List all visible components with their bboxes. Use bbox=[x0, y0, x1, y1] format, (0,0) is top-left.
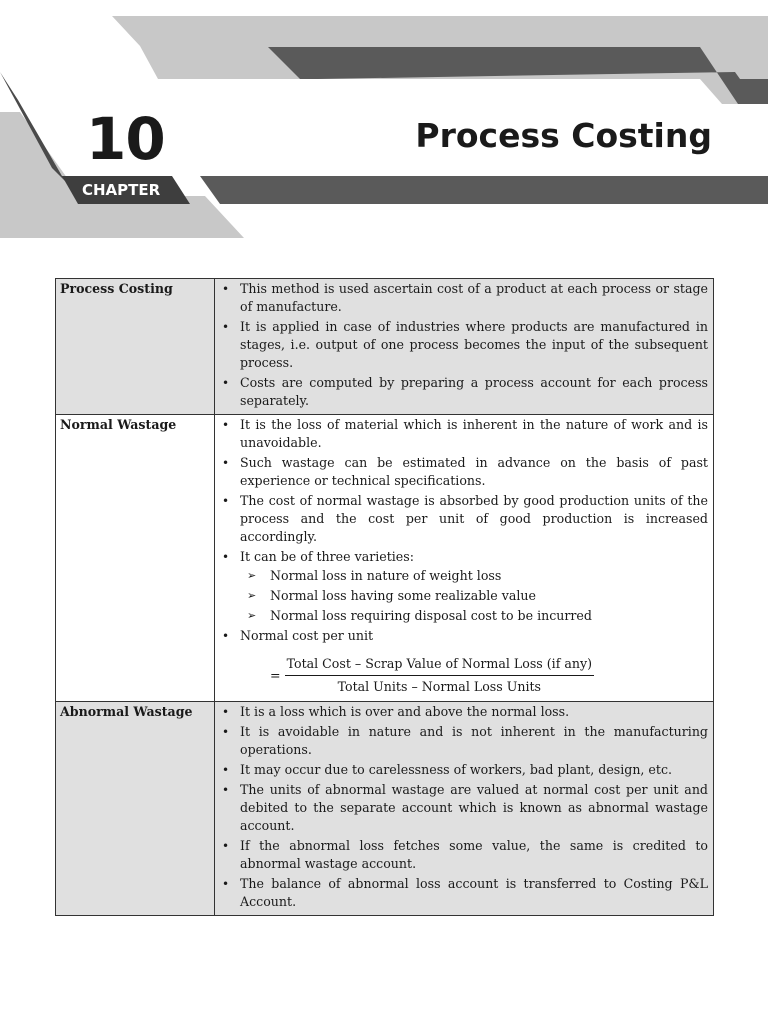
bullet-icon: • bbox=[222, 629, 230, 643]
list-item: • It is applied in case of industries where products are manufactured in stages, i.e. output of one process becomes the input of the subsequent process. bbox=[222, 319, 708, 370]
description-cell bbox=[215, 702, 714, 916]
bullet-icon: • bbox=[222, 783, 230, 797]
formula-fraction bbox=[285, 655, 594, 696]
normal-cost-formula bbox=[270, 653, 708, 697]
bullet-icon: • bbox=[222, 705, 230, 719]
description-cell bbox=[215, 279, 714, 415]
bullet-list bbox=[220, 280, 708, 410]
list-item: • The units of abnormal wastage are valued at normal cost per unit and debited to the separate account which is known as abnormal wastage account. bbox=[222, 782, 708, 833]
bullet-icon: • bbox=[222, 376, 230, 390]
term-cell: Abnormal Wastage bbox=[56, 702, 215, 916]
list-item: • It may occur due to carelessness of workers, bad plant, design, etc. bbox=[222, 762, 673, 777]
bullet-icon: • bbox=[222, 282, 230, 296]
bullet-icon: • bbox=[222, 725, 230, 739]
chapter-banner bbox=[0, 0, 768, 250]
bullet-list bbox=[220, 703, 708, 911]
table-row-normal-wastage bbox=[56, 415, 714, 702]
list-item: • The balance of abnormal loss account is transferred to Costing P&L Account. bbox=[222, 876, 708, 909]
formula-denominator: Total Units – Normal Loss Units bbox=[337, 678, 541, 694]
sub-list-item: ➢ Normal loss having some realizable value bbox=[247, 588, 536, 603]
bullet-list bbox=[220, 416, 708, 697]
list-item: • Normal cost per unit = $\frac{\text{Total Cost – Scrap Value of Normal Loss (if any)}}{\text{Total Units – Normal Loss Units}}$ bbox=[220, 627, 708, 697]
bullet-icon: • bbox=[222, 839, 230, 853]
description-cell bbox=[215, 415, 714, 702]
bullet-icon: • bbox=[222, 494, 230, 508]
list-item: • It can be of three varieties: ➢ Normal loss in nature of weight loss ➢ Normal loss having some realizable value ➢ Normal loss requiring disposal cost to be incurred bbox=[220, 548, 708, 625]
equals-sign: = bbox=[270, 668, 281, 683]
summary-table bbox=[55, 278, 714, 916]
bullet-icon: • bbox=[222, 320, 230, 334]
arrow-bullet-icon: ➢ bbox=[247, 569, 257, 582]
formula-numerator: Total Cost – Scrap Value of Normal Loss (if any) bbox=[285, 655, 594, 676]
bullet-icon: • bbox=[222, 550, 230, 564]
list-item: • It is avoidable in nature and is not inherent in the manufacturing operations. bbox=[222, 724, 708, 757]
table-row-process-costing bbox=[56, 279, 714, 415]
chapter-title: Process Costing bbox=[415, 116, 712, 155]
chapter-label: CHAPTER bbox=[82, 181, 161, 199]
list-item: • If the abnormal loss fetches some value, the same is credited to abnormal wastage account. bbox=[222, 838, 708, 871]
bullet-icon: • bbox=[222, 763, 230, 777]
term-cell: Process Costing bbox=[56, 279, 215, 415]
list-item: • It is a loss which is over and above the normal loss. bbox=[222, 704, 570, 719]
sub-list-item: ➢ Normal loss requiring disposal cost to be incurred bbox=[247, 608, 592, 623]
list-item: • Costs are computed by preparing a process account for each process separately. bbox=[222, 375, 708, 408]
list-item: • It is the loss of material which is inherent in the nature of work and is unavoidable. bbox=[222, 417, 708, 450]
chapter-number: 10 bbox=[86, 105, 165, 173]
list-item: • Such wastage can be estimated in advance on the basis of past experience or technical specifications. bbox=[222, 455, 708, 488]
arrow-bullet-icon: ➢ bbox=[247, 589, 257, 602]
bullet-icon: • bbox=[222, 456, 230, 470]
bullet-icon: • bbox=[222, 877, 230, 891]
sub-list-item: ➢ Normal loss in nature of weight loss bbox=[247, 568, 502, 583]
term-cell: Normal Wastage bbox=[56, 415, 215, 702]
arrow-bullet-icon: ➢ bbox=[247, 609, 257, 622]
bullet-icon: • bbox=[222, 418, 230, 432]
table-row-abnormal-wastage bbox=[56, 702, 714, 916]
list-item: • This method is used ascertain cost of a product at each process or stage of manufacture. bbox=[222, 281, 708, 314]
list-item: • The cost of normal wastage is absorbed by good production units of the process and the cost per unit of good production is increased accordingly. bbox=[222, 493, 708, 544]
sub-list bbox=[240, 567, 708, 625]
